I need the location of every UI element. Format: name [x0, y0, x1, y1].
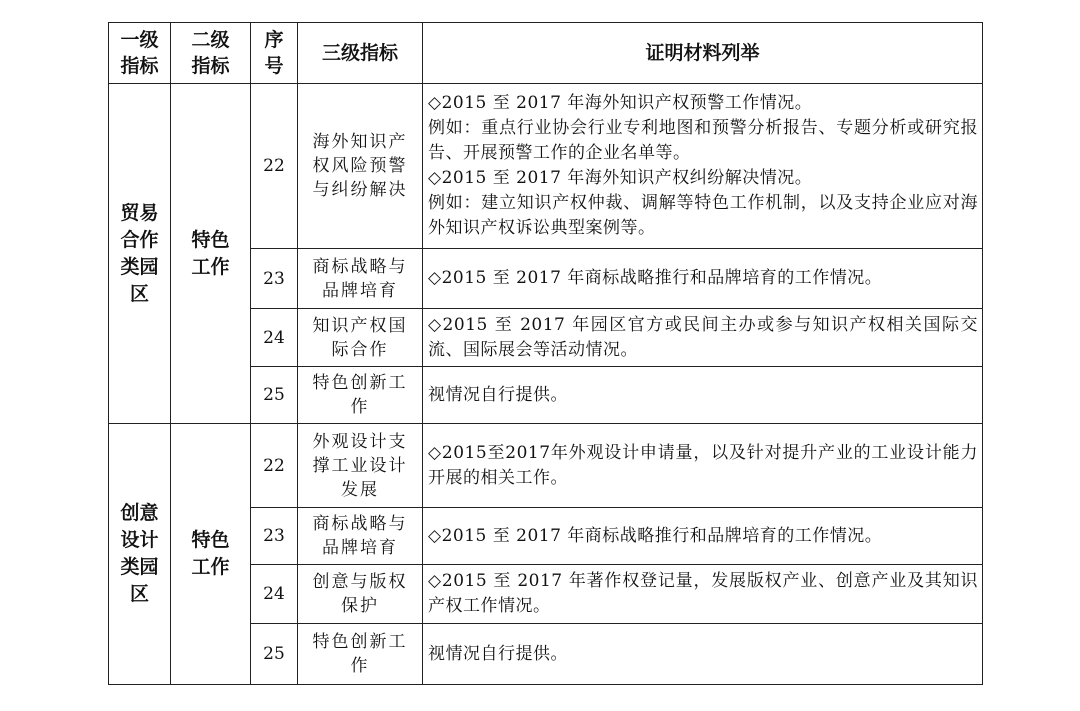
seq-cell: 22: [251, 84, 298, 249]
header-level3: 三级指标: [298, 23, 423, 84]
evidence-cell: [423, 84, 983, 249]
header-seq: 序号: [251, 23, 298, 84]
seq-cell: 22: [251, 424, 298, 508]
evidence-line: ◇2015 至 2017 年园区官方或民间主办或参与知识产权相关国际交流、国际展会等活动情况。: [428, 314, 978, 360]
level3-cell: 特色创新工作: [298, 624, 423, 685]
seq-cell: 25: [251, 624, 298, 685]
level3-cell: 外观设计支撑工业设计发展: [298, 424, 423, 508]
seq-cell: 24: [251, 565, 298, 624]
evidence-line: ◇2015 至 2017 年海外知识产权预警工作情况。: [428, 93, 813, 113]
level2-cell: 特色工作: [171, 424, 251, 685]
level3-cell: 海外知识产权风险预警与纠纷解决: [298, 84, 423, 249]
level3-cell: 商标战略与品牌培育: [298, 249, 423, 309]
evidence-line: 视情况自行提供。: [428, 643, 568, 664]
evidence-line: 例如：建立知识产权仲裁、调解等特色工作机制，以及支持企业应对海外知识产权诉讼典型案例等。: [428, 193, 978, 238]
level3-cell: 特色创新工作: [298, 367, 423, 424]
header-row: [109, 23, 983, 84]
level3-cell: 创意与版权保护: [298, 565, 423, 624]
level2-cell: 特色工作: [171, 84, 251, 424]
evidence-line: 例如：重点行业协会行业专利地图和预警分析报告、专题分析或研究报告、开展预警工作的企业名单等。: [428, 118, 978, 163]
evidence-line: ◇2015 至 2017 年海外知识产权纠纷解决情况。: [428, 168, 813, 188]
level1-cell: 创意设计类园区: [109, 424, 171, 685]
table-row: [109, 424, 983, 508]
level3-cell: 商标战略与品牌培育: [298, 508, 423, 565]
evidence-cell: [423, 424, 983, 508]
indicator-table: [108, 22, 983, 685]
level1-cell: 贸易合作类园区: [109, 84, 171, 424]
seq-cell: 25: [251, 367, 298, 424]
evidence-line: ◇2015 至 2017 年商标战略推行和品牌培育的工作情况。: [428, 268, 883, 288]
evidence-cell: [423, 249, 983, 309]
evidence-cell: [423, 367, 983, 424]
table-row: [109, 84, 983, 249]
evidence-cell: [423, 508, 983, 565]
header-evidence: 证明材料列举: [423, 23, 983, 84]
evidence-cell: [423, 309, 983, 367]
seq-cell: 23: [251, 249, 298, 309]
evidence-line: ◇2015 至 2017 年商标战略推行和品牌培育的工作情况。: [428, 525, 883, 546]
header-level1: 一级指标: [109, 23, 171, 84]
evidence-cell: [423, 565, 983, 624]
seq-cell: 23: [251, 508, 298, 565]
evidence-line: ◇2015至2017年外观设计申请量，以及针对提升产业的工业设计能力开展的相关工作。: [428, 442, 978, 488]
seq-cell: 24: [251, 309, 298, 367]
level3-cell: 知识产权国际合作: [298, 309, 423, 367]
evidence-line: ◇2015 至 2017 年著作权登记量，发展版权产业、创意产业及其知识产权工作情况。: [428, 571, 978, 616]
evidence-cell: [423, 624, 983, 685]
evidence-line: 视情况自行提供。: [428, 384, 568, 405]
header-level2: 二级指标: [171, 23, 251, 84]
